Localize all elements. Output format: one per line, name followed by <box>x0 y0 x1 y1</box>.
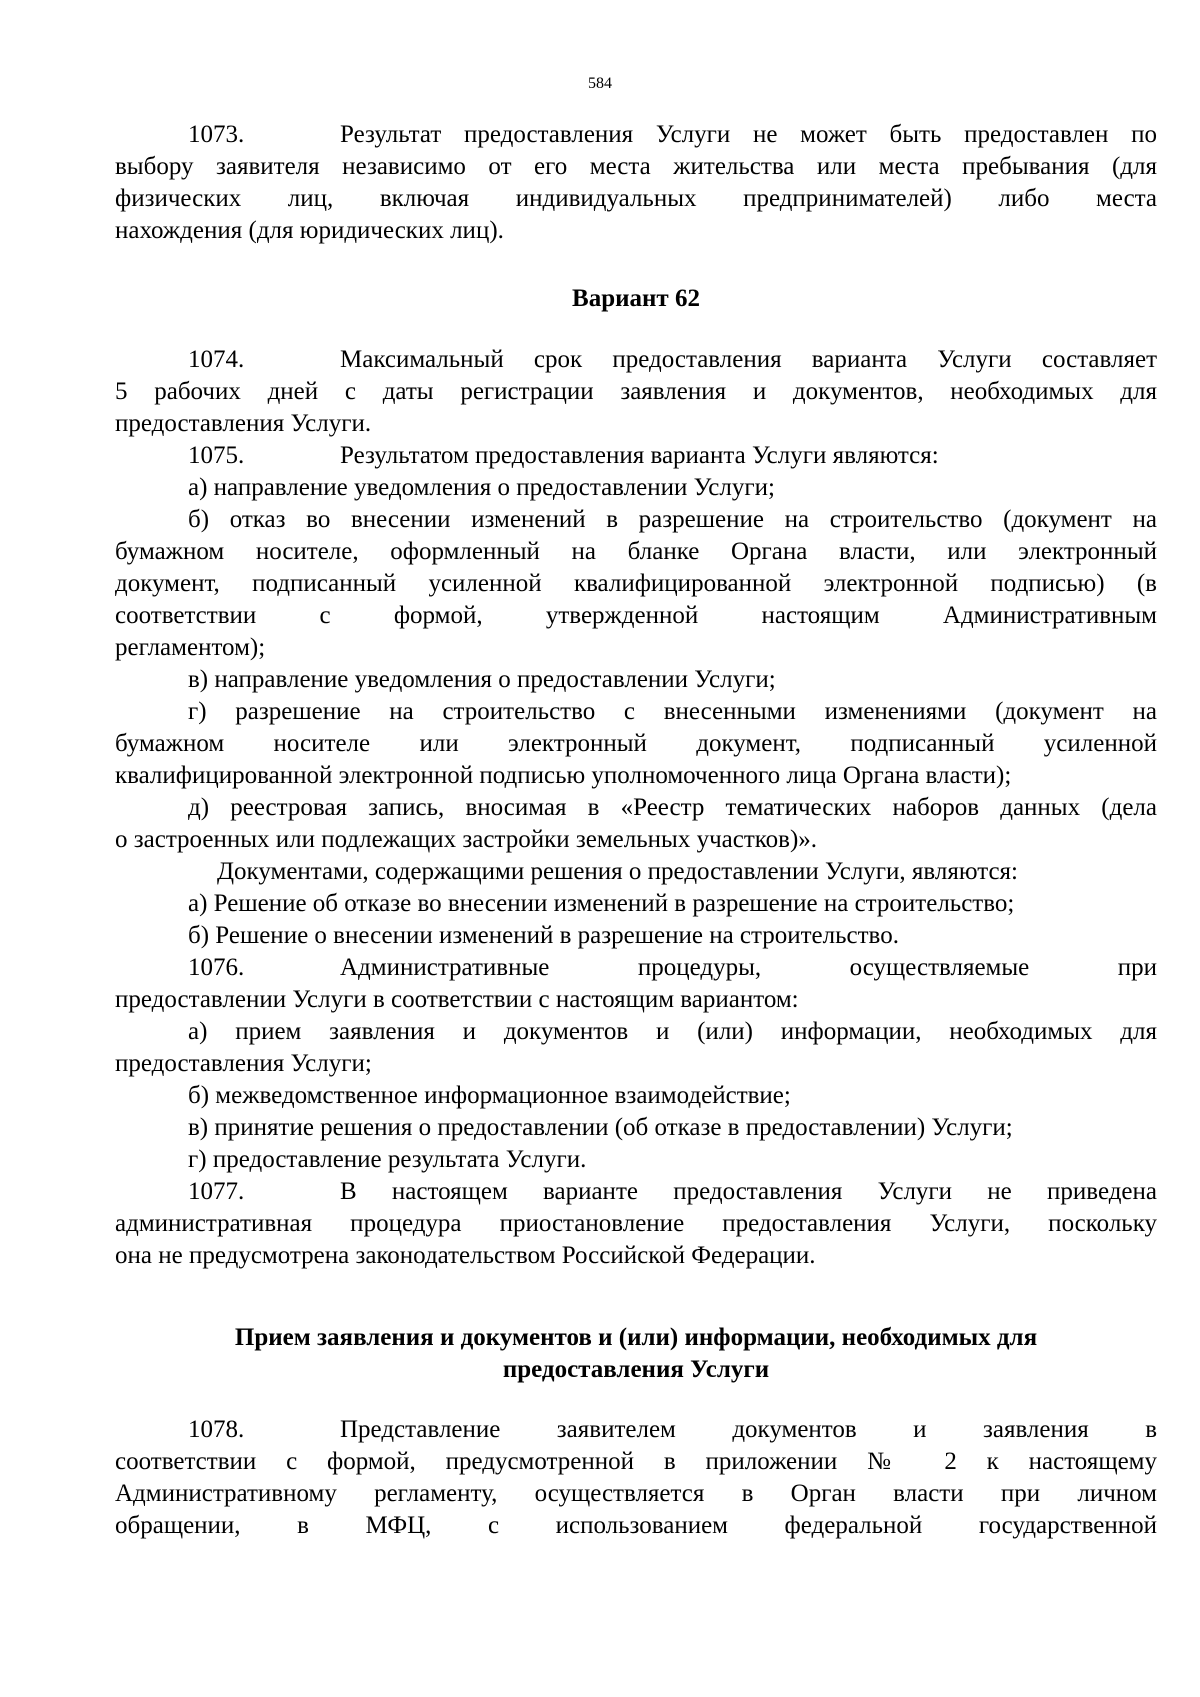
paragraph-1076-line-2: предоставлении Услуги в соответствии с настоящим вариантом: <box>115 986 799 1013</box>
docs-item-b: б) Решение о внесении изменений в разрешение на строительство. <box>188 922 899 949</box>
item-1076-g: г) предоставление результата Услуги. <box>188 1146 587 1173</box>
section-heading-line-1: Прием заявления и документов и (или) информации, необходимых для <box>234 1324 1038 1351</box>
paragraph-1073-line-2: выбору заявителя независимо от его места жительства или места пребывания (для <box>115 153 1157 180</box>
section-heading-line-2: предоставления Услуги <box>502 1356 770 1383</box>
item-1075-b-line-3: документ, подписанный усиленной квалифицированной электронной подписью) (в <box>115 570 1157 597</box>
item-1076-a-line-2: предоставления Услуги; <box>115 1050 372 1077</box>
paragraph-1073-line-1 <box>115 119 1157 151</box>
docs-item-a: а) Решение об отказе во внесении изменений в разрешение на строительство; <box>188 890 1015 917</box>
item-1075-g-line-1: г) разрешение на строительство с внесенными изменениями (документ на <box>188 698 1157 725</box>
item-1076-v: в) принятие решения о предоставлении (об отказе в предоставлении) Услуги; <box>188 1114 1013 1141</box>
paragraph-text: В настоящем варианте предоставления Услуги не приведена <box>340 1178 1157 1205</box>
item-1075-b-line-1: б) отказ во внесении изменений в разрешение на строительство (документ на <box>188 506 1157 533</box>
item-1075-b-line-2: бумажном носителе, оформленный на бланке Органа власти, или электронный <box>115 538 1157 565</box>
paragraph-1075-line-1 <box>115 440 1157 472</box>
paragraph-text: Административные процедуры, осуществляемые при <box>340 954 1157 981</box>
paragraph-1073-line-4: нахождения (для юридических лиц). <box>115 217 504 244</box>
paragraph-number: 1075. <box>188 442 245 469</box>
paragraph-text: Максимальный срок предоставления варианта Услуги составляет <box>340 346 1157 373</box>
item-1075-g-line-3: квалифицированной электронной подписью уполномоченного лица Органа власти); <box>115 762 1012 789</box>
paragraph-1077-line-2: административная процедура приостановление предоставления Услуги, поскольку <box>115 1210 1157 1237</box>
item-1075-b-line-4: соответствии с формой, утвержденной настоящим Административным <box>115 602 1157 629</box>
item-1076-b: б) межведомственное информационное взаимодействие; <box>188 1082 791 1109</box>
paragraph-text: Результатом предоставления варианта Услуги являются: <box>340 442 939 469</box>
paragraph-1074-line-1 <box>115 344 1157 376</box>
paragraph-1074-line-2: 5 рабочих дней с даты регистрации заявления и документов, необходимых для <box>115 378 1157 405</box>
item-1076-a-line-1: а) прием заявления и документов и (или) информации, необходимых для <box>188 1018 1157 1045</box>
paragraph-number: 1077. <box>188 1178 245 1205</box>
paragraph-1077-line-1 <box>115 1176 1157 1208</box>
docs-intro: Документами, содержащими решения о предоставлении Услуги, являются: <box>217 858 1018 885</box>
item-1075-a: а) направление уведомления о предоставлении Услуги; <box>188 474 775 501</box>
paragraph-1074-line-3: предоставления Услуги. <box>115 410 372 437</box>
paragraph-1078-line-1 <box>115 1414 1157 1446</box>
paragraph-text: Результат предоставления Услуги не может быть предоставлен по <box>340 121 1157 148</box>
paragraph-number: 1074. <box>188 346 245 373</box>
paragraph-1073-line-3: физических лиц, включая индивидуальных предпринимателей) либо места <box>115 185 1157 212</box>
paragraph-1078-line-4: обращении, в МФЦ, с использованием федеральной государственной <box>115 1512 1157 1539</box>
paragraph-1078-line-3: Административному регламенту, осуществляется в Орган власти при личном <box>115 1480 1157 1507</box>
item-1075-g-line-2: бумажном носителе или электронный документ, подписанный усиленной <box>115 730 1157 757</box>
item-1075-d-line-1: д) реестровая запись, вносимая в «Реестр тематических наборов данных (дела <box>188 794 1157 821</box>
page-number: 584 <box>588 75 612 92</box>
item-1075-d-line-2: о застроенных или подлежащих застройки земельных участков)». <box>115 826 818 853</box>
document-body <box>115 119 1157 1542</box>
variant-heading: Вариант 62 <box>572 285 700 312</box>
paragraph-number: 1073. <box>188 121 245 148</box>
paragraph-1078-line-2: соответствии с формой, предусмотренной в приложении № 2 к настоящему <box>115 1448 1157 1475</box>
paragraph-1076-line-1 <box>115 952 1157 984</box>
item-1075-v: в) направление уведомления о предоставлении Услуги; <box>188 666 776 693</box>
paragraph-1077-line-3: она не предусмотрена законодательством Российской Федерации. <box>115 1242 816 1269</box>
item-1075-b-line-5: регламентом); <box>115 634 266 661</box>
paragraph-number: 1078. <box>188 1416 245 1443</box>
paragraph-number: 1076. <box>188 954 245 981</box>
paragraph-text: Представление заявителем документов и заявления в <box>340 1416 1157 1443</box>
